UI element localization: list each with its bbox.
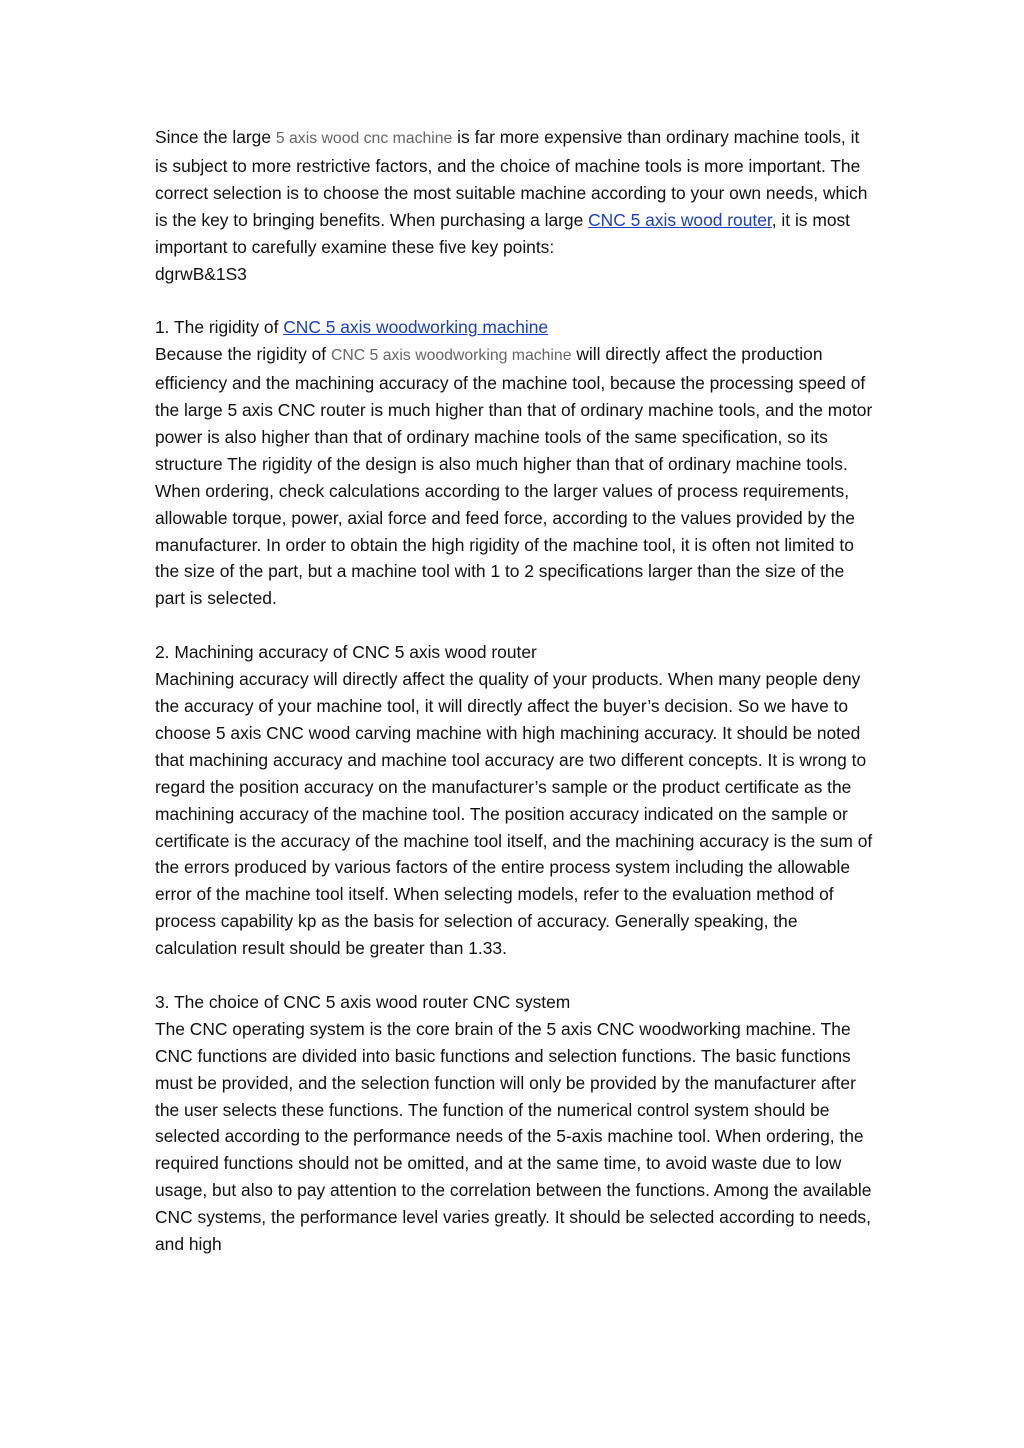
paragraph-gap [155,612,875,639]
section-3-body: The CNC operating system is the core brain of the 5 axis CNC woodworking machine. The CNC functions are divided into basic functions and selection functions. The basic functions must be provided, and the selection function will only be provided by the manufacturer after the user selects these functions. The function of the numerical control system should be selected according to the performance needs of the 5-axis machine tool. When ordering, the required functions should not be omitted, and at the same time, to avoid waste due to low usage, but also to pay attention to the correlation between the functions. Among the available CNC systems, the performance level varies greatly. It should be selected according to needs, and high [155,1018,872,1255]
section-1-heading-prefix: 1. The rigidity of [155,317,284,338]
section-2-body: Machining accuracy will directly affect the quality of your products. When many people deny the accuracy of your machine tool, it will directly affect the buyer’s decision. So we have to choose 5 axis CNC wood carving machine with high machining accuracy. It should be noted that machining accuracy and machine tool accuracy are two different concepts. It is wrong to regard the position accuracy on the manufacturer’s sample or the product certificate as the machining accuracy of the machine tool. The position accuracy indicated on the sample or certificate is the accuracy of the machine tool itself, and the machining accuracy is the sum of the errors produced by various factors of the entire process system including the allowable error of the machine tool itself. When selecting models, refer to the evaluation method of process capability kp as the basis for selection of accuracy. Generally speaking, the calculation result should be greater than 1.33. [155,669,873,959]
intro-text-1: Since the large [155,127,276,147]
cnc-5-axis-woodworking-machine-link[interactable]: CNC 5 axis woodworking machine [283,317,549,338]
section-1-body-2: will directly affect the production efficiency and the machining accuracy of the machine tool, because the processing speed of the large 5 axis CNC router is much higher than that of ordinary machine tools, and the motor power is also higher than that of ordinary machine tools of the same specification, so its structure The rigidity of the design is also much higher than that of ordinary machine tools. When ordering, check calculations according to the larger values of process requirements, allowable torque, power, axial force and feed force, according to the values provided by the manufacturer. In order to obtain the high rigidity of the machine tool, it is often not limited to the size of the part, but a machine tool with 1 to 2 specifications larger than the size of the part is selected. [155,344,873,609]
section-1-body-1: Because the rigidity of [155,344,331,365]
intro-text-2: is far more expensive than ordinary machine tools, it is subject to more restrictive factors, and the choice of machine tools is more important. The correct selection is to choose the most suitable machine according to your own needs, which is the key to bringing benefits. When purchasing a large [155,127,868,230]
intro-text-3: , it is most important to carefully examine these five key points: [155,209,851,257]
document-content [155,124,875,1258]
section-1-body [155,341,875,612]
intro-paragraph [155,124,875,261]
paragraph-gap [155,287,875,314]
section-1-heading [155,314,875,341]
intro-code: dgrwB&1S3 [155,263,247,284]
section-2-heading: 2. Machining accuracy of CNC 5 axis wood router [155,642,537,663]
section-3-heading: 3. The choice of CNC 5 axis wood router CNC system [155,991,571,1012]
intro-product-name: 5 axis wood cnc machine [275,130,453,147]
paragraph-gap [155,962,875,989]
cnc-5-axis-wood-router-link[interactable]: CNC 5 axis wood router [588,209,772,230]
section-1-product-name: CNC 5 axis woodworking machine [330,347,572,365]
